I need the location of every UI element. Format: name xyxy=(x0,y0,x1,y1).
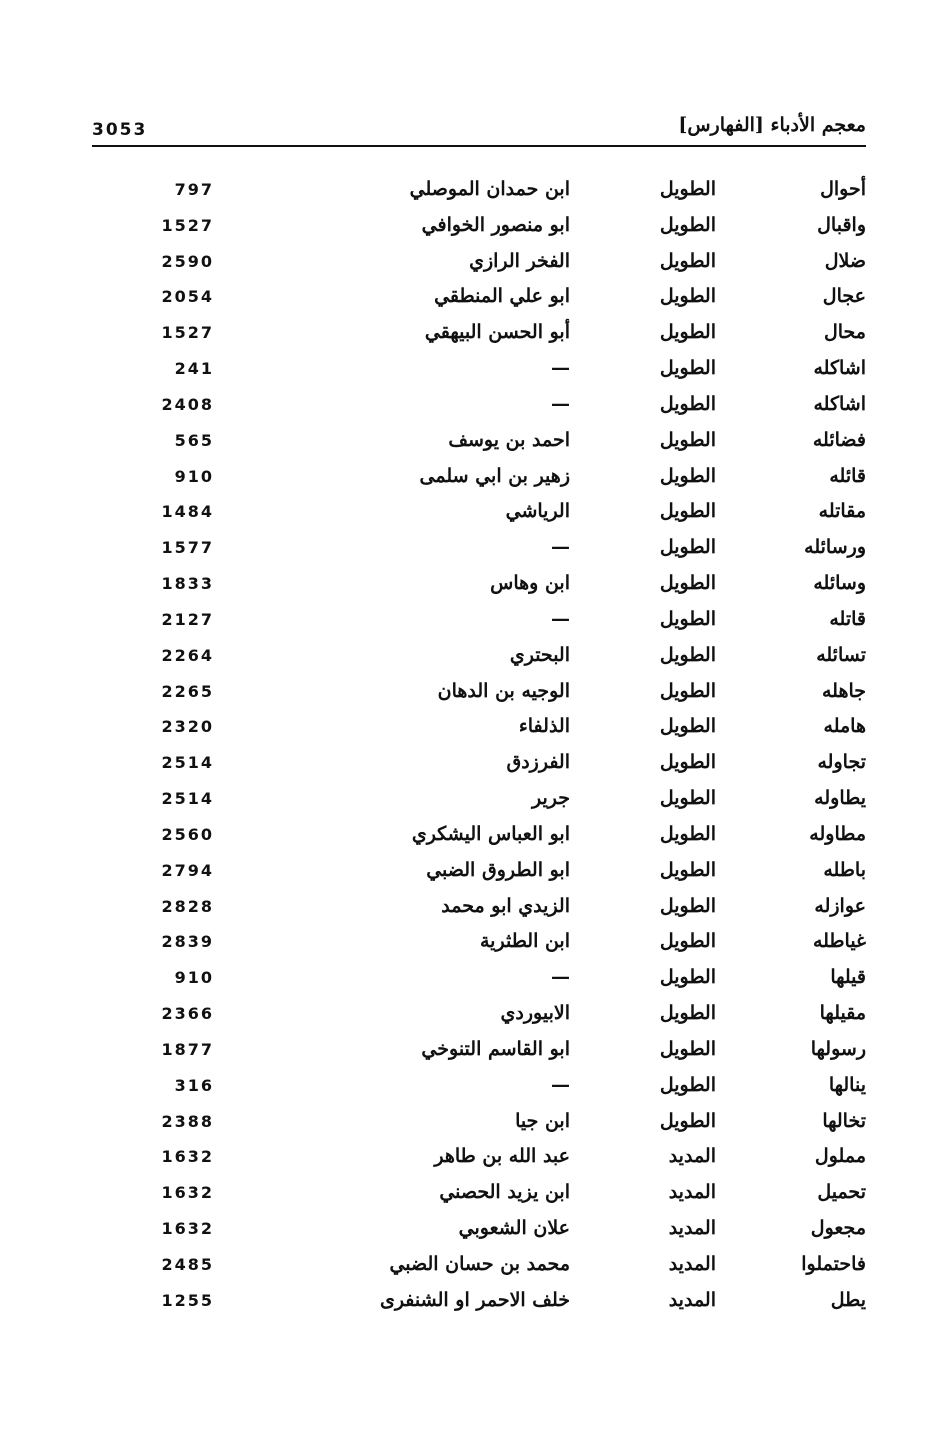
rhyme-word: رسولها xyxy=(810,1037,866,1060)
poet-name: البحتري xyxy=(509,643,570,666)
rhyme-word: مجعول xyxy=(810,1217,866,1240)
page-reference: 316 xyxy=(174,1075,214,1095)
poetic-meter: الطويل xyxy=(659,715,716,738)
page-reference: 797 xyxy=(174,180,214,199)
poet-name: علان الشعوبي xyxy=(458,1217,570,1240)
poet-name: ابن الطثرية xyxy=(480,930,570,953)
rhyme-word: تسائله xyxy=(816,643,866,666)
poetic-meter: المديد xyxy=(668,1181,716,1204)
poetic-meter: الطويل xyxy=(659,858,716,881)
poetic-meter: الطويل xyxy=(659,787,716,810)
rhyme-word: غياطله xyxy=(812,930,866,953)
poet-name: — xyxy=(551,966,570,989)
poet-name: جرير xyxy=(532,787,570,810)
page-reference: 2408 xyxy=(161,394,214,414)
poet-name: الفرزدق xyxy=(506,751,570,774)
rhyme-word: ضلال xyxy=(824,249,866,272)
rhyme-word: مملول xyxy=(814,1145,866,1168)
rhyme-word: مقيلها xyxy=(819,1002,866,1025)
rhyme-word: قيلها xyxy=(830,966,866,989)
table-row xyxy=(92,676,866,712)
rhyme-word: ينالها xyxy=(828,1073,866,1096)
table-row xyxy=(92,532,866,568)
poet-name: ابو العباس اليشكري xyxy=(411,822,570,845)
rhyme-word: هامله xyxy=(823,715,866,738)
page-reference: 1527 xyxy=(161,323,214,343)
rhyme-word: يطل xyxy=(830,1288,866,1311)
page-reference: 1833 xyxy=(161,574,214,594)
poet-name: الذلفاء xyxy=(518,715,570,738)
page-reference: 2560 xyxy=(161,824,214,844)
poetic-meter: الطويل xyxy=(659,679,716,702)
poet-name: — xyxy=(551,536,570,559)
poet-name: خلف الاحمر او الشنفرى xyxy=(379,1288,570,1311)
poetic-meter: الطويل xyxy=(659,178,716,200)
page-reference: 1484 xyxy=(161,502,214,522)
table-row xyxy=(92,891,866,927)
poetic-meter: الطويل xyxy=(659,321,716,344)
page-reference: 2485 xyxy=(161,1254,214,1274)
poetic-meter: الطويل xyxy=(659,213,716,236)
table-row xyxy=(92,640,866,676)
page-reference: 241 xyxy=(174,359,214,379)
rhyme-word: ورسائله xyxy=(804,536,866,559)
page-reference: 1577 xyxy=(161,538,214,558)
table-row xyxy=(92,711,866,747)
table-row xyxy=(92,1034,866,1070)
poet-name: — xyxy=(551,1073,570,1096)
poet-name: الفخر الرازي xyxy=(469,249,570,272)
page-number: 3053 xyxy=(92,120,148,140)
page-reference: 2839 xyxy=(161,932,214,952)
page-reference: 1632 xyxy=(161,1147,214,1167)
rhyme-word: فضائله xyxy=(812,428,866,451)
page-reference: 2828 xyxy=(161,896,214,916)
poetic-meter: الطويل xyxy=(659,751,716,774)
poetic-meter: الطويل xyxy=(659,966,716,989)
rhyme-word: يطاوله xyxy=(814,787,866,810)
poetic-meter: المديد xyxy=(668,1145,716,1168)
poet-name: الرياشي xyxy=(505,500,570,523)
table-row xyxy=(92,962,866,998)
rhyme-word: فاحتملوا xyxy=(801,1252,866,1275)
table-row xyxy=(92,783,866,819)
poet-name: ابو الطروق الضبي xyxy=(426,858,570,881)
poetic-meter: الطويل xyxy=(659,285,716,308)
page-reference: 2590 xyxy=(161,251,214,271)
poetic-meter: الطويل xyxy=(659,607,716,630)
page-reference: 1255 xyxy=(161,1290,214,1310)
page-reference: 2514 xyxy=(161,753,214,773)
page-reference: 565 xyxy=(174,430,214,450)
poet-name: ابو علي المنطقي xyxy=(434,285,570,308)
poetic-meter: الطويل xyxy=(659,894,716,917)
page-reference: 910 xyxy=(174,968,214,988)
table-row xyxy=(92,1177,866,1213)
poet-name: — xyxy=(551,357,570,380)
poet-name: الوجيه بن الدهان xyxy=(437,679,570,702)
poetic-meter: المديد xyxy=(668,1217,716,1240)
page-reference: 2320 xyxy=(161,717,214,737)
table-row xyxy=(92,819,866,855)
poetic-meter: الطويل xyxy=(659,822,716,845)
rhyme-word: باطله xyxy=(823,858,866,881)
table-row xyxy=(92,461,866,497)
table-row xyxy=(92,1106,866,1142)
rhyme-word: قائله xyxy=(829,464,866,487)
table-row xyxy=(92,281,866,317)
page-header xyxy=(92,112,866,146)
poetic-meter: الطويل xyxy=(659,572,716,595)
poet-name: أبو الحسن البيهقي xyxy=(424,321,570,344)
table-row xyxy=(92,425,866,461)
poetic-meter: الطويل xyxy=(659,643,716,666)
table-row xyxy=(92,604,866,640)
page-reference: 2127 xyxy=(161,609,214,629)
rhyme-word: عوازله xyxy=(814,894,866,917)
poetic-meter: المديد xyxy=(668,1252,716,1275)
poet-name: ابن جيا xyxy=(515,1109,570,1132)
table-row xyxy=(92,747,866,783)
page-reference: 2265 xyxy=(161,681,214,701)
poet-name: ابن يزيد الحصني xyxy=(439,1181,570,1204)
table-row xyxy=(92,174,866,210)
poet-name: ابن وهاس xyxy=(490,572,570,595)
table-row xyxy=(92,926,866,962)
poetic-meter: المديد xyxy=(668,1288,716,1311)
poet-name: عبد الله بن طاهر xyxy=(434,1145,570,1168)
table-row xyxy=(92,246,866,282)
table-row xyxy=(92,389,866,425)
rhyme-word: وسائله xyxy=(813,572,866,595)
table-row xyxy=(92,1141,866,1177)
poet-name: الابيوردي xyxy=(500,1002,570,1025)
table-row xyxy=(92,998,866,1034)
page-reference: 2366 xyxy=(161,1004,214,1024)
poet-name: محمد بن حسان الضبي xyxy=(389,1252,570,1275)
page-reference: 2264 xyxy=(161,645,214,665)
poetic-meter: الطويل xyxy=(659,428,716,451)
poetic-meter: الطويل xyxy=(659,500,716,523)
poetic-meter: الطويل xyxy=(659,357,716,380)
table-row xyxy=(92,568,866,604)
table-row xyxy=(92,496,866,532)
table-row xyxy=(92,317,866,353)
table-row xyxy=(92,855,866,891)
header-rule xyxy=(92,145,866,147)
rhyme-word: قاتله xyxy=(829,607,866,630)
poetic-meter: الطويل xyxy=(659,1037,716,1060)
poet-name: زهير بن ابي سلمى xyxy=(419,464,570,487)
page-reference: 910 xyxy=(174,466,214,486)
rhyme-word: اشاكله xyxy=(813,357,866,380)
index-table xyxy=(92,174,866,1321)
rhyme-word: أحوال xyxy=(820,178,866,200)
table-row xyxy=(92,1285,866,1321)
poetic-meter: الطويل xyxy=(659,930,716,953)
running-title: معجم الأدباء [الفهارس] xyxy=(678,114,866,136)
poetic-meter: الطويل xyxy=(659,1109,716,1132)
table-row xyxy=(92,1249,866,1285)
poet-name: — xyxy=(551,607,570,630)
rhyme-word: مطاوله xyxy=(809,822,866,845)
table-row xyxy=(92,353,866,389)
page-reference: 1527 xyxy=(161,215,214,235)
rhyme-word: تخالها xyxy=(822,1109,866,1132)
poetic-meter: الطويل xyxy=(659,536,716,559)
rhyme-word: مقاتله xyxy=(818,500,866,523)
poetic-meter: الطويل xyxy=(659,249,716,272)
poet-name: ابن حمدان الموصلي xyxy=(409,178,570,200)
poetic-meter: الطويل xyxy=(659,1002,716,1025)
poet-name: احمد بن يوسف xyxy=(448,428,570,451)
page-reference: 1632 xyxy=(161,1183,214,1203)
rhyme-word: اشاكله xyxy=(813,392,866,415)
table-row xyxy=(92,1070,866,1106)
page-reference: 1877 xyxy=(161,1039,214,1059)
poetic-meter: الطويل xyxy=(659,464,716,487)
rhyme-word: تجاوله xyxy=(817,751,866,774)
page-reference: 2794 xyxy=(161,860,214,880)
rhyme-word: واقبال xyxy=(817,213,866,236)
page-reference: 2514 xyxy=(161,789,214,809)
table-row xyxy=(92,1213,866,1249)
poet-name: الزيدي ابو محمد xyxy=(441,894,570,917)
poet-name: ابو القاسم التنوخي xyxy=(421,1037,570,1060)
poetic-meter: الطويل xyxy=(659,392,716,415)
table-row xyxy=(92,210,866,246)
rhyme-word: تحميل xyxy=(817,1181,866,1204)
page-reference: 2054 xyxy=(161,287,214,307)
page-reference: 1632 xyxy=(161,1219,214,1239)
poet-name: ابو منصور الخوافي xyxy=(421,213,570,236)
poet-name: — xyxy=(551,392,570,415)
page-reference: 2388 xyxy=(161,1111,214,1131)
rhyme-word: محال xyxy=(823,321,866,344)
rhyme-word: جاهله xyxy=(821,679,866,702)
poetic-meter: الطويل xyxy=(659,1073,716,1096)
rhyme-word: عجال xyxy=(822,285,866,308)
